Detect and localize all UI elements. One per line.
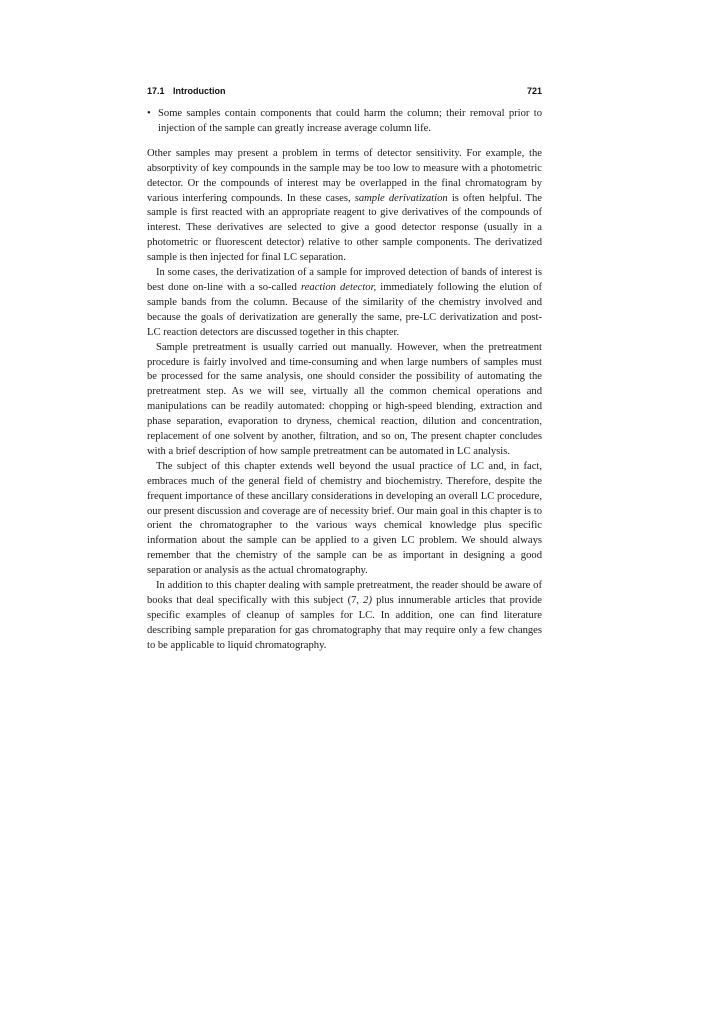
bullet-text: Some samples contain components that could harm the column; their removal prior to injection of the sample can greatly increase average column life. (158, 108, 542, 134)
bullet-item (147, 107, 542, 137)
paragraph-2-text-b: immediately following the elution of sample bands from the column. Because of the similarity of the chemistry involved and because the goals of derivatization are generally the same, pre-LC derivatization and post-LC reaction detectors are discussed together in this chapter. (147, 281, 542, 338)
paragraph-1-text-a: Other samples may present a problem in terms of detector sensitivity. For example, the absorptivity of key compounds in the sample may be too low to measure with a photometric detector. Or the compounds of interest may be overlapped in the final chromatogram by various interfering compounds. In these cases, (147, 147, 542, 204)
paragraph-1-emphasis: sample derivatization (354, 192, 448, 204)
paragraph-5-text-a: In addition to this chapter dealing with sample pretreatment, the reader should be aware of books that deal specifically with this subject (7, (147, 580, 542, 606)
paragraph-5-emphasis: 2) (363, 595, 372, 606)
section-number: 17.1 (147, 86, 165, 96)
body-text (147, 107, 542, 654)
paragraph-2-emphasis: reaction detector, (301, 281, 377, 293)
bullet-mark: • (147, 108, 151, 119)
paragraph-3: Sample pretreatment is usually carried out manually. However, when the pretreatment procedure is fairly involved and time-consuming and when large numbers of samples must be processed for the same analysis, one should consider the possibility of automating the pretreatment step. As we will see, virtually all the common chemical operations and manipulations can be readily automated: chopping or high-speed blending, extraction and phase separation, evaporation to dryness, chemical reaction, dilution and concentration, replacement of one solvent by another, filtration, and so on, The present chapter concludes with a brief description of how sample pretreatment can be automated in LC analysis. (147, 341, 542, 457)
paragraph-5 (147, 579, 542, 654)
running-header (147, 86, 542, 102)
paragraph-1 (147, 147, 542, 266)
paragraph-2-text-a: In some cases, the derivatization of a sample for improved detection of bands of interest is best done on-line with a so-called (147, 267, 542, 293)
paragraph-1-text-b: is often helpful. The sample is first reacted with an appropriate reagent to give derivatives of the compounds of interest. These derivatives are selected to give a good detector response (usually in a photometric or fluorescent detector) relative to other sample components. The derivatized sample is then injected for final LC separation. (147, 192, 542, 264)
paragraph-5-text-b: plus innumerable articles that provide specific examples of cleanup of samples for LC. In addition, one can find literature describing sample preparation for gas chromatography that may require only a few changes to be applicable to liquid chromatography. (147, 595, 542, 651)
page-number: 721 (526, 86, 542, 96)
paragraph-4: The subject of this chapter extends well beyond the usual practice of LC and, in fact, embraces much of the general field of chemistry and biochemistry. Therefore, despite the frequent importance of these ancillary considerations in developing an overall LC procedure, our present discussion and coverage are of necessity brief. Our main goal in this chapter is to orient the chromatographer to the various ways chemical knowledge plus specific information about the sample can be applied to a given LC problem. We should always remember that the chemistry of the sample can be as important in designing a good separation or analysis as the actual chromatography. (147, 460, 542, 577)
section-title: Introduction (173, 86, 226, 96)
paragraph-2 (147, 266, 542, 341)
